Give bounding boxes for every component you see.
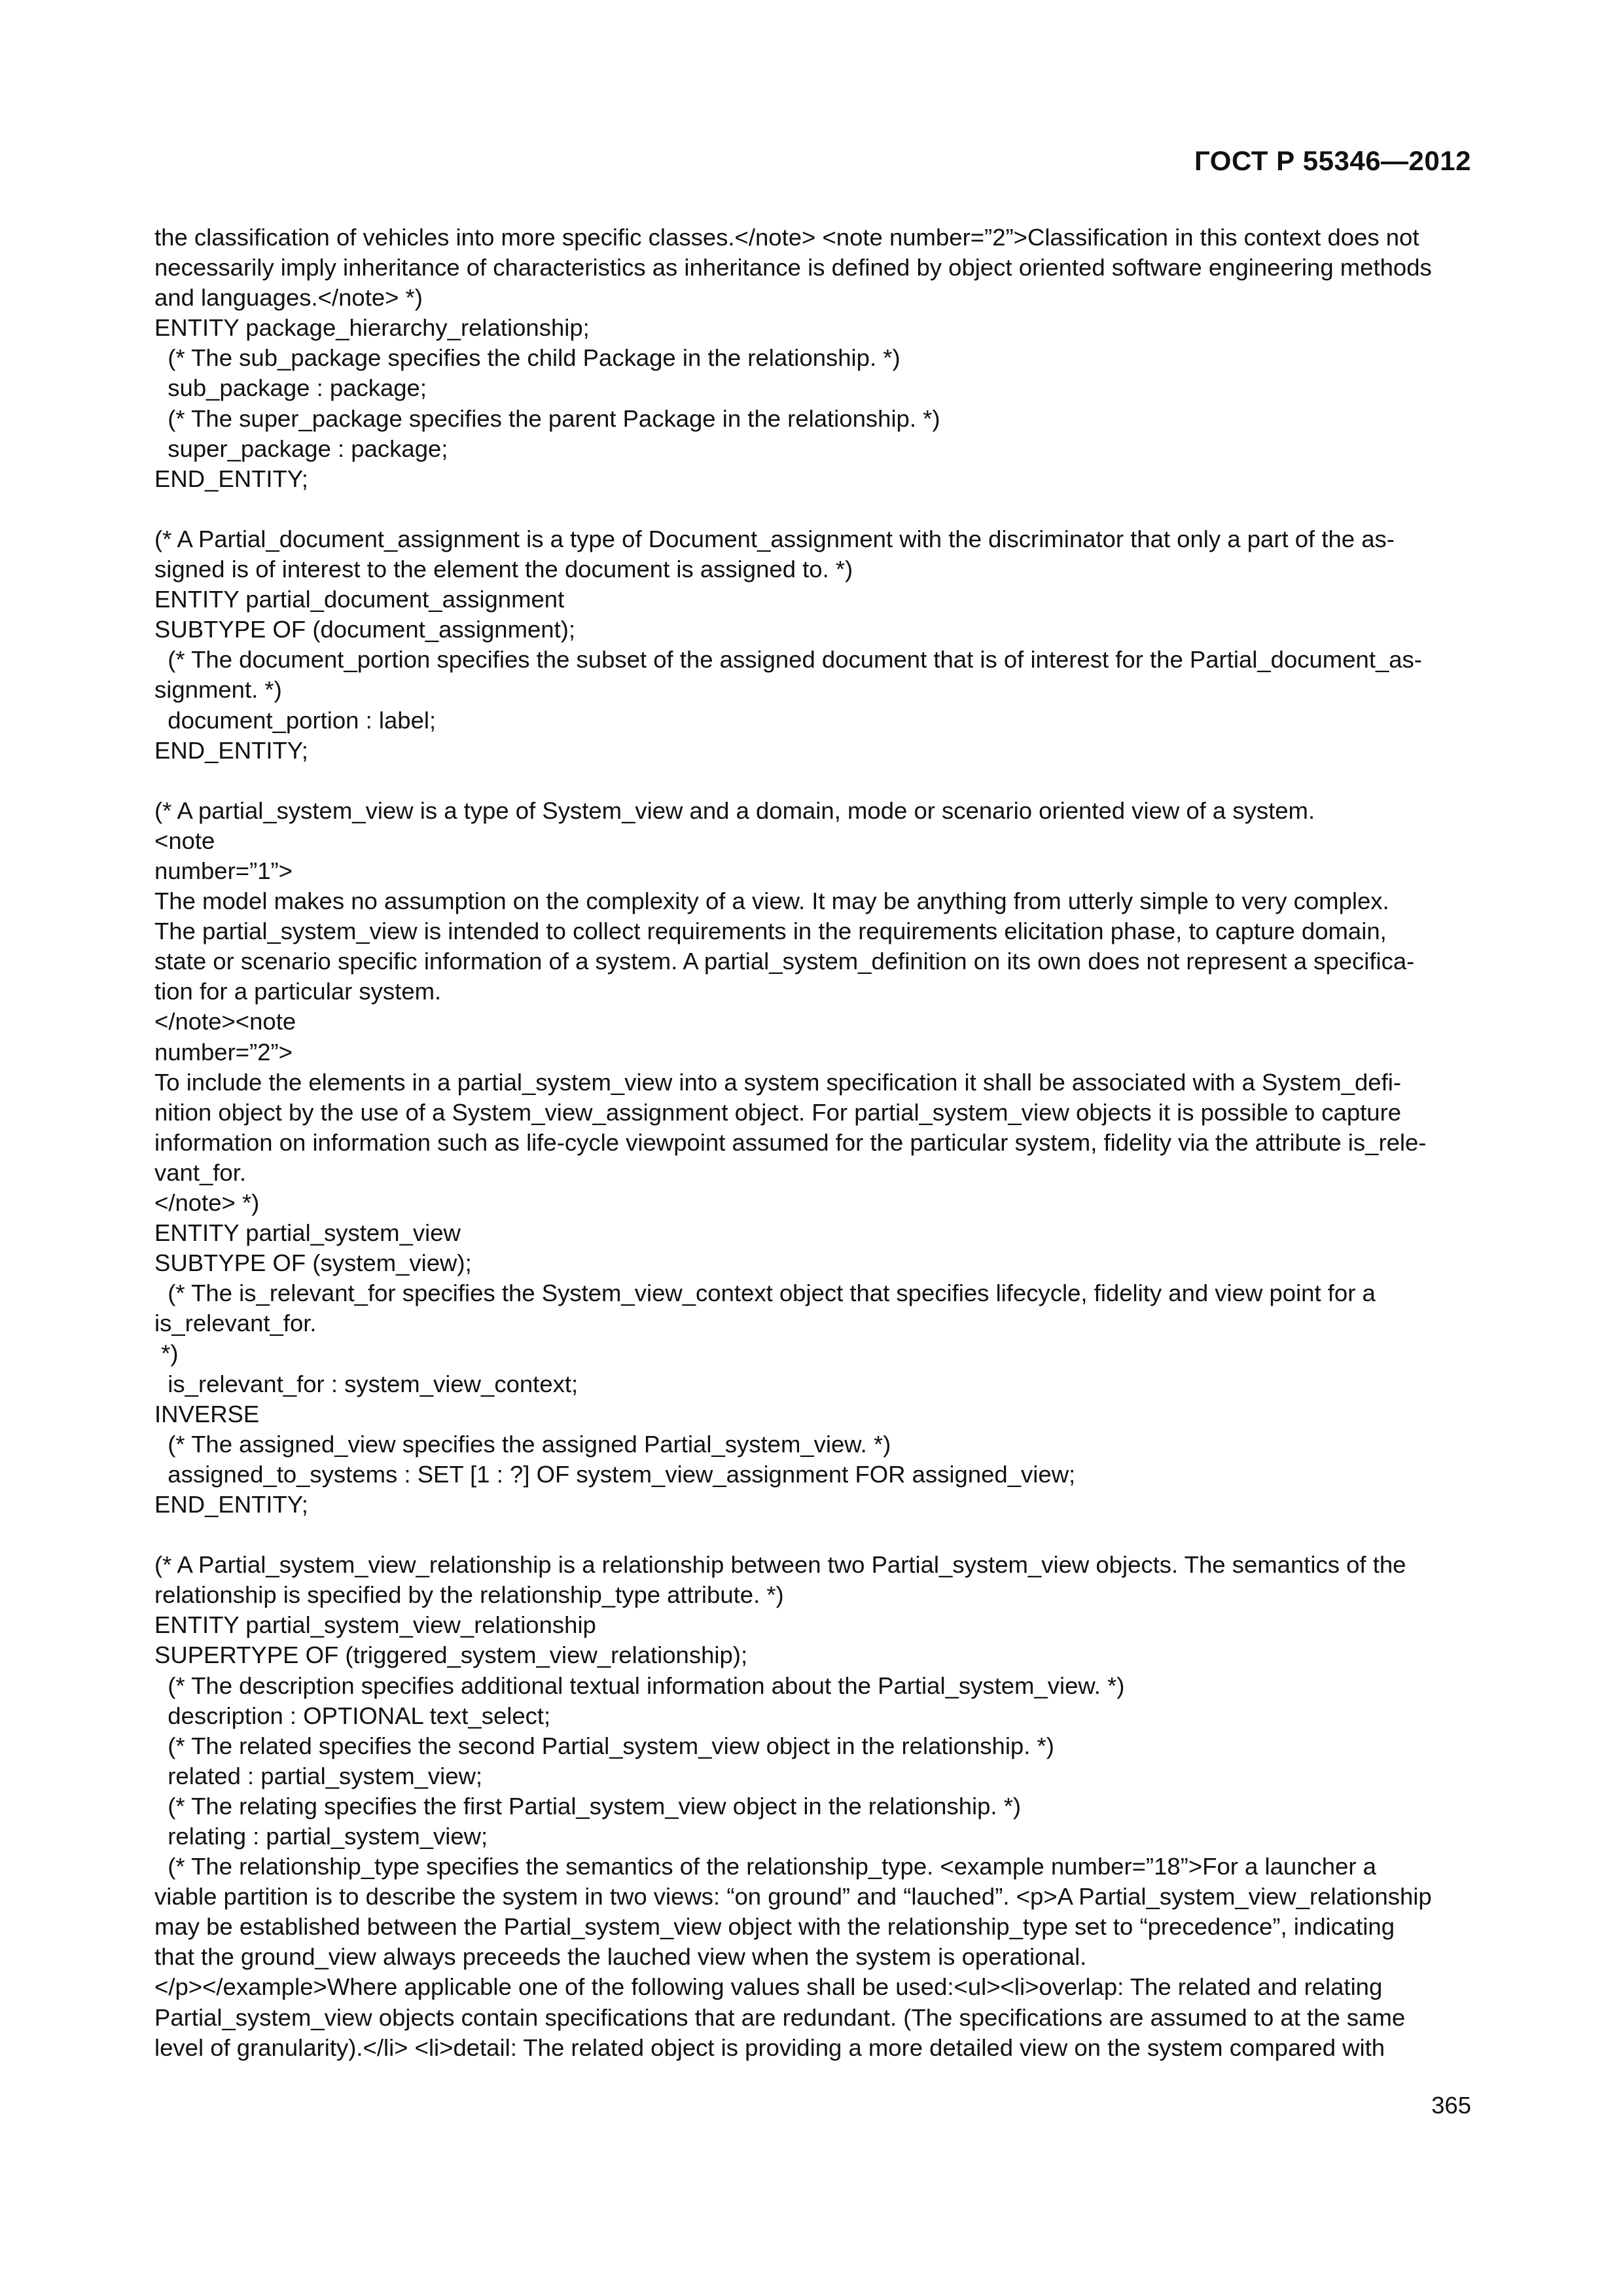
text-line: number=”2”> bbox=[154, 1038, 293, 1066]
text-line: SUBTYPE OF (system_view); bbox=[154, 1249, 472, 1277]
text-line: *) bbox=[154, 1340, 179, 1367]
document-body bbox=[154, 223, 1489, 2063]
text-line: Partial_system_view objects contain specifications that are redundant. (The specifications are assumed to at the same bbox=[154, 2003, 1406, 2031]
blank-line bbox=[154, 494, 1489, 524]
text-line: number=”1”> bbox=[154, 857, 293, 884]
text-line: END_ENTITY; bbox=[154, 1490, 308, 1518]
text-line: (* The relating specifies the first Partial_system_view object in the relationship. *) bbox=[154, 1792, 1022, 1820]
text-line: The partial_system_view is intended to collect requirements in the requirements elicitation phase, to capture domain, bbox=[154, 918, 1387, 945]
text-line: tion for a particular system. bbox=[154, 978, 442, 1005]
text-line: (* A partial_system_view is a type of System_view and a domain, mode or scenario oriented view of a system. bbox=[154, 797, 1315, 824]
text-line: (* The assigned_view specifies the assigned Partial_system_view. *) bbox=[154, 1430, 891, 1458]
text-line: document_portion : label; bbox=[154, 706, 437, 734]
text-line: that the ground_view always preceeds the lauched view when the system is operational. bbox=[154, 1943, 1087, 1971]
text-line: description : OPTIONAL text_select; bbox=[154, 1702, 551, 1729]
blank-line bbox=[154, 766, 1489, 796]
text-line: signment. *) bbox=[154, 676, 282, 704]
document-standard-id: ГОСТ Р 55346—2012 bbox=[1194, 145, 1471, 176]
text-line: INVERSE bbox=[154, 1400, 260, 1427]
text-line: level of granularity).</li> <li>detail: The related object is providing a more detailed view on the system compared with bbox=[154, 2034, 1385, 2061]
text-line: and languages.</note> *) bbox=[154, 284, 423, 312]
text-line: (* A Partial_system_view_relationship is a relationship between two Partial_system_view objects. The semantics of the bbox=[154, 1551, 1406, 1579]
text-line: (* The document_portion specifies the subset of the assigned document that is of interest for the Partial_document_as- bbox=[154, 646, 1422, 673]
text-line: </note> *) bbox=[154, 1189, 260, 1216]
blank-line bbox=[154, 1520, 1489, 1550]
text-line: is_relevant_for : system_view_context; bbox=[154, 1370, 579, 1397]
text-line: The model makes no assumption on the complexity of a view. It may be anything from utterly simple to very complex. bbox=[154, 888, 1389, 915]
text-line: ENTITY partial_document_assignment bbox=[154, 586, 565, 613]
text-line: information on information such as life-cycle viewpoint assumed for the particular system, fidelity via the attribute is_rele- bbox=[154, 1128, 1427, 1156]
text-line: END_ENTITY; bbox=[154, 736, 308, 764]
text-line: may be established between the Partial_system_view object with the relationship_type set to “precedence”, indicating bbox=[154, 1913, 1395, 1941]
text-line: To include the elements in a partial_system_view into a system specification it shall be associated with a System_defi- bbox=[154, 1068, 1402, 1096]
text-line: END_ENTITY; bbox=[154, 465, 308, 492]
text-line: assigned_to_systems : SET [1 : ?] OF system_view_assignment FOR assigned_view; bbox=[154, 1460, 1076, 1488]
text-line: related : partial_system_view; bbox=[154, 1762, 483, 1789]
text-line: <note bbox=[154, 827, 215, 854]
text-line: (* The super_package specifies the parent Package in the relationship. *) bbox=[154, 404, 940, 432]
text-line: sub_package : package; bbox=[154, 374, 427, 402]
text-line: is_relevant_for. bbox=[154, 1310, 317, 1337]
text-line: necessarily imply inheritance of characteristics as inheritance is defined by object oriented software engineering methods bbox=[154, 254, 1432, 281]
text-line: SUPERTYPE OF (triggered_system_view_relationship); bbox=[154, 1641, 748, 1669]
text-line: ENTITY package_hierarchy_relationship; bbox=[154, 314, 590, 342]
text-line: (* The sub_package specifies the child Package in the relationship. *) bbox=[154, 344, 901, 372]
text-line: viable partition is to describe the system in two views: “on ground” and “lauched”. <p>A Partial_system_view_relationship bbox=[154, 1883, 1432, 1910]
text-line: ENTITY partial_system_view bbox=[154, 1219, 461, 1247]
text-line: relating : partial_system_view; bbox=[154, 1822, 488, 1850]
text-line: </p></example>Where applicable one of the following values shall be used:<ul><li>overlap: The related and relating bbox=[154, 1973, 1383, 2001]
text-line: (* The relationship_type specifies the semantics of the relationship_type. <example number=”18”>For a launcher a bbox=[154, 1853, 1376, 1880]
text-line: (* The description specifies additional textual information about the Partial_system_view. *) bbox=[154, 1672, 1125, 1699]
text-line: signed is of interest to the element the document is assigned to. *) bbox=[154, 556, 853, 583]
text-line: </note><note bbox=[154, 1008, 296, 1035]
text-line: (* The related specifies the second Partial_system_view object in the relationship. *) bbox=[154, 1732, 1054, 1759]
page-number: 365 bbox=[1431, 2092, 1471, 2119]
text-line: SUBTYPE OF (document_assignment); bbox=[154, 616, 576, 643]
text-line: super_package : package; bbox=[154, 435, 448, 462]
text-line: nition object by the use of a System_view_assignment object. For partial_system_view objects it is possible to capture bbox=[154, 1098, 1402, 1126]
text-line: (* A Partial_document_assignment is a type of Document_assignment with the discriminator that only a part of the as- bbox=[154, 525, 1395, 552]
text-line: the classification of vehicles into more specific classes.</note> <note number=”2”>Classification in this context does not bbox=[154, 224, 1419, 251]
text-line: ENTITY partial_system_view_relationship bbox=[154, 1611, 596, 1639]
text-line: relationship is specified by the relationship_type attribute. *) bbox=[154, 1581, 784, 1609]
text-line: (* The is_relevant_for specifies the System_view_context object that specifies lifecycle, fidelity and view point for a bbox=[154, 1280, 1376, 1307]
text-line: state or scenario specific information of a system. A partial_system_definition on its own does not represent a specifica- bbox=[154, 948, 1415, 975]
text-line: vant_for. bbox=[154, 1158, 247, 1186]
